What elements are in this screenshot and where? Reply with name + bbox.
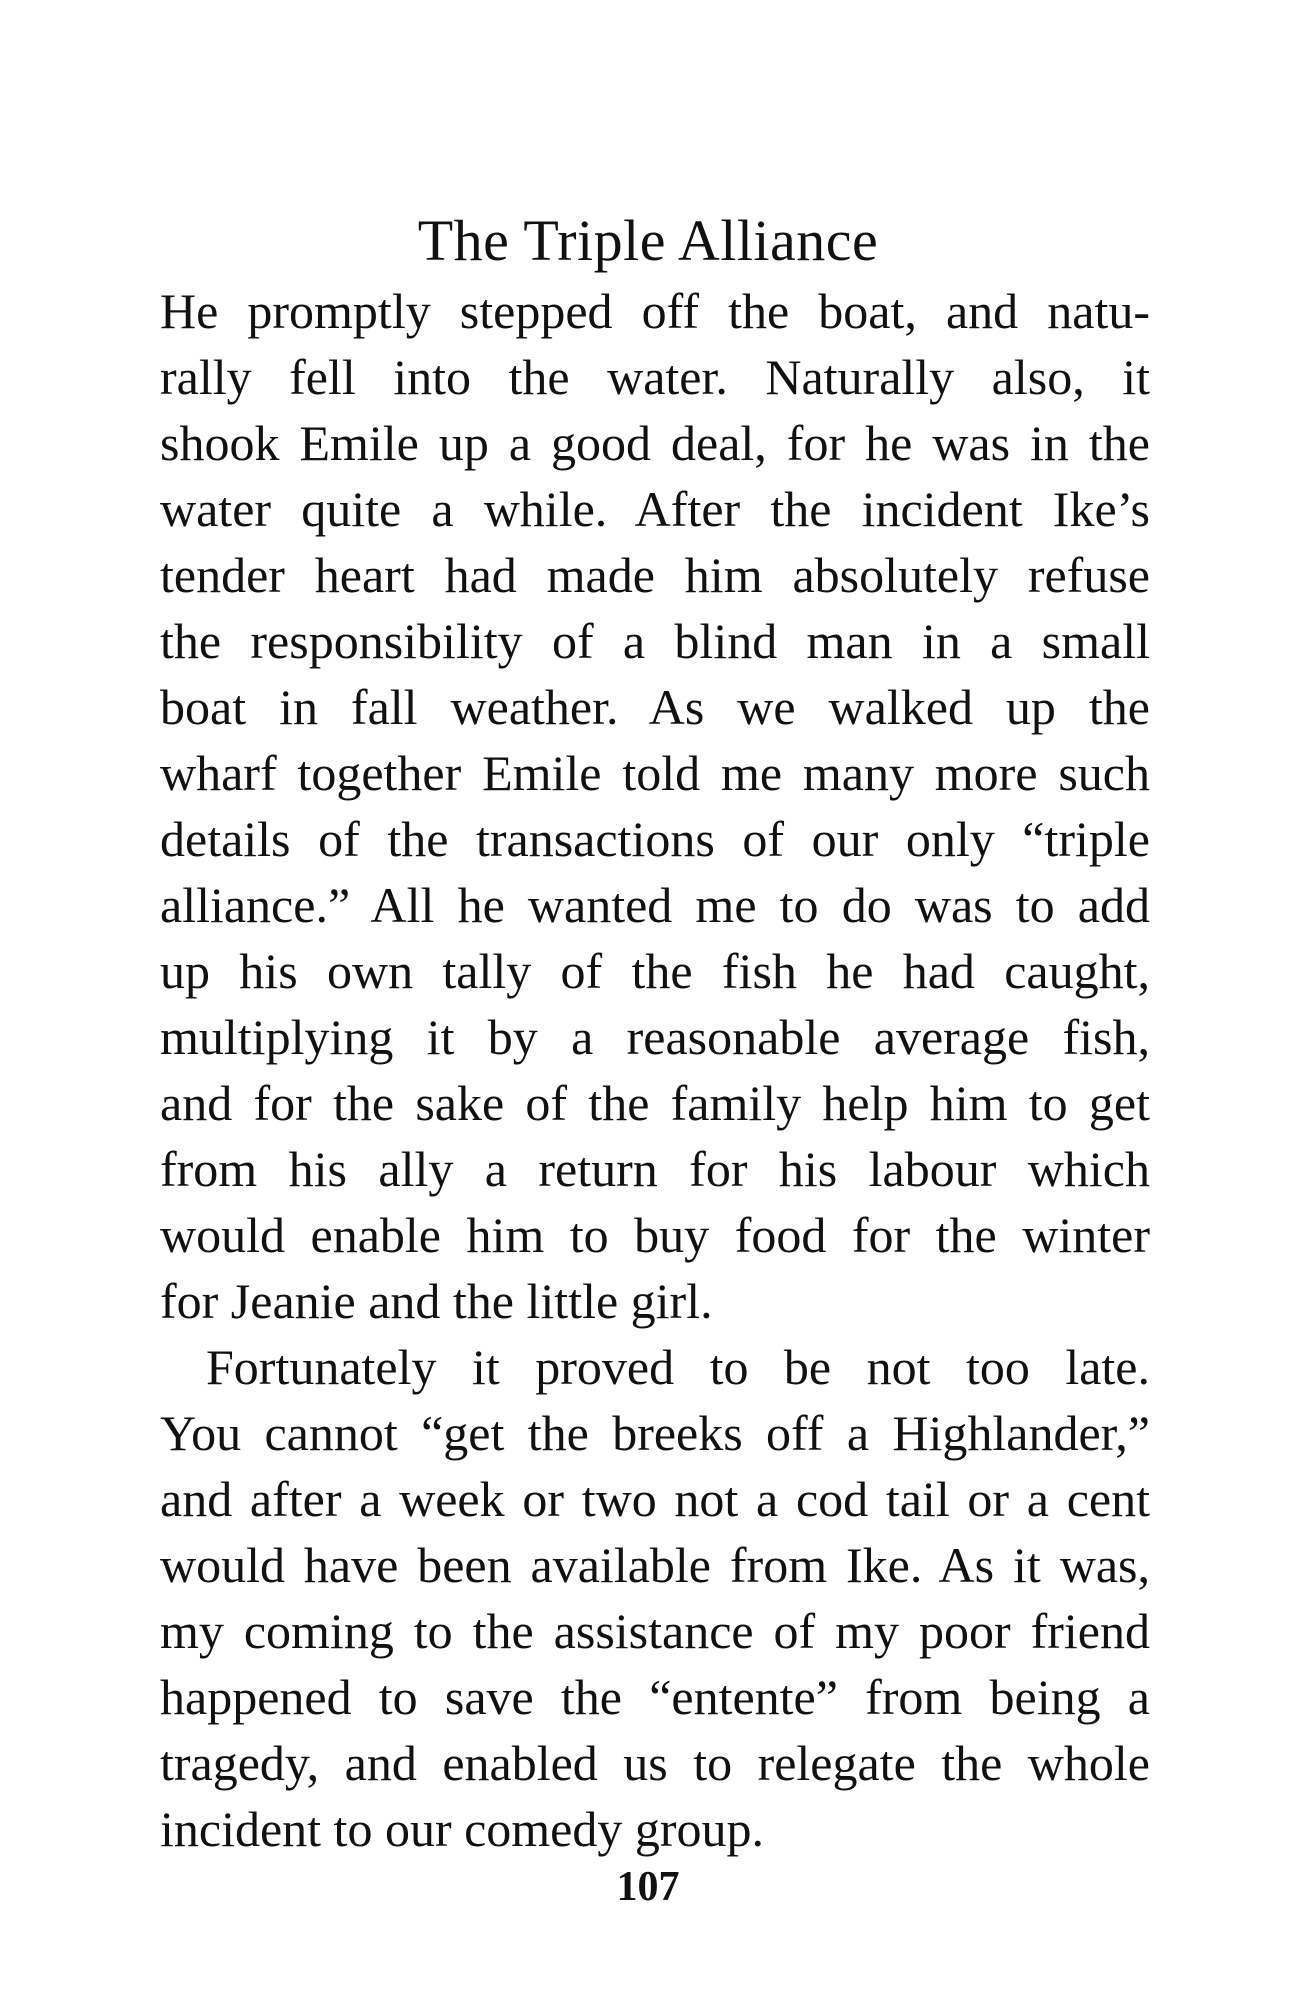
- text-line: details of the transactions of our only “triple: [160, 811, 1150, 867]
- text-line: happened to save the “entente” from being a: [160, 1669, 1150, 1725]
- text-line: and after a week or two not a cod tail or a cent: [160, 1471, 1150, 1527]
- text-line: the responsibility of a blind man in a small: [160, 613, 1150, 669]
- text-line: He promptly stepped off the boat, and natu-: [160, 283, 1150, 339]
- text-line: incident to our comedy group.: [160, 1801, 765, 1857]
- text-line: multiplying it by a reasonable average fish,: [160, 1009, 1150, 1065]
- paragraph: [160, 1334, 1150, 1862]
- text-line: wharf together Emile told me many more such: [160, 745, 1150, 801]
- text-line: would have been available from Ike. As it was,: [160, 1537, 1150, 1593]
- text-line: and for the sake of the family help him to get: [160, 1075, 1150, 1131]
- text-line: shook Emile up a good deal, for he was in the: [160, 415, 1150, 471]
- running-title: The Triple Alliance: [417, 208, 879, 273]
- text-line: for Jeanie and the little girl.: [160, 1273, 713, 1329]
- text-line: water quite a while. After the incident Ike’s: [160, 481, 1150, 537]
- text-line: rally fell into the water. Naturally also, it: [160, 349, 1150, 405]
- body-text: [160, 278, 1150, 1862]
- paragraph: [160, 278, 1150, 1334]
- text-line: up his own tally of the fish he had caught,: [160, 943, 1150, 999]
- text-line: tender heart had made him absolutely refuse: [160, 547, 1150, 603]
- text-line: my coming to the assistance of my poor friend: [160, 1603, 1150, 1659]
- text-line: from his ally a return for his labour which: [160, 1141, 1150, 1197]
- text-line: Fortunately it proved to be not too late.: [206, 1339, 1150, 1395]
- text-line: boat in fall weather. As we walked up the: [160, 679, 1150, 735]
- text-line: You cannot “get the breeks off a Highlander,”: [160, 1405, 1150, 1461]
- text-line: alliance.” All he wanted me to do was to add: [160, 877, 1150, 933]
- page-number: 107: [616, 1864, 680, 1910]
- text-line: tragedy, and enabled us to relegate the whole: [160, 1735, 1150, 1791]
- text-line: would enable him to buy food for the winter: [160, 1207, 1150, 1263]
